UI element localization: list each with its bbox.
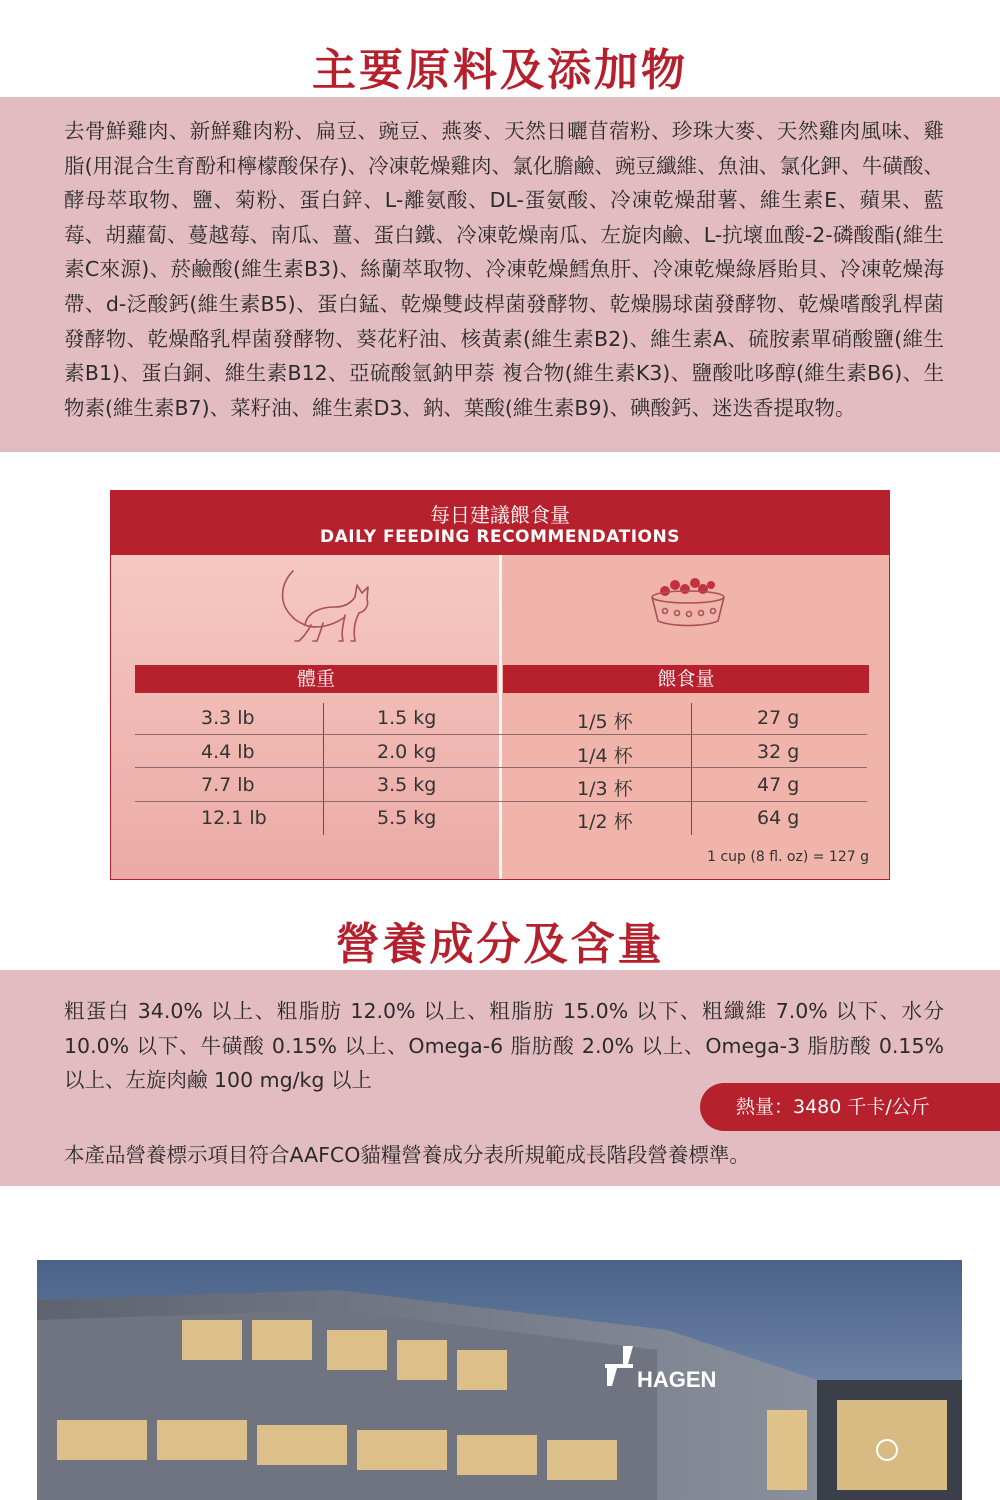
aafco-statement: 本產品營養標示項目符合AAFCO貓糧營養成分表所規範成長階段營養標準。 (64, 1143, 750, 1167)
amount-gram: 64 g (757, 807, 800, 829)
amount-gram: 47 g (757, 774, 800, 796)
weight-kg: 1.5 kg (377, 707, 437, 729)
ingredients-title: 主要原料及添加物 (312, 45, 688, 96)
weight-lb: 4.4 lb (201, 741, 255, 763)
amount-header: 餵食量 (503, 665, 869, 693)
weight-lb: 7.7 lb (201, 774, 255, 796)
amount-gram: 27 g (757, 707, 800, 729)
amount-cup: 1/2 杯 (577, 811, 633, 833)
food-bowl-icon (643, 571, 733, 631)
amount-gram: 32 g (757, 741, 800, 763)
cat-icon (271, 563, 381, 653)
cup-conversion-note: 1 cup (8 fl. oz) = 127 g (707, 849, 869, 865)
amount-cup: 1/4 杯 (577, 745, 633, 767)
amount-cup: 1/3 杯 (577, 778, 633, 800)
weight-kg: 5.5 kg (377, 807, 437, 829)
feeding-title-zh: 每日建議餵食量 (430, 503, 570, 527)
ingredients-text: 去骨鮮雞肉、新鮮雞肉粉、扁豆、豌豆、燕麥、天然日曬苜蓿粉、珍珠大麥、天然雞肉風味、雞脂(用混合生育酚和檸檬酸保存)、冷凍乾燥雞肉、氯化膽鹼、豌豆纖維、魚油、氯化鉀、牛磺酸、酵母萃取物、鹽、菊粉、蛋白鋅、L-離氨酸、DL-蛋氨酸、冷凍乾燥甜薯、維生素E、蘋果、藍莓、胡蘿蔔、蔓越莓、南瓜、薑、蛋白鐵、冷凍乾燥南瓜、左旋肉鹼、L-抗壞血酸-2-磷酸酯(維生素C來源)、菸鹼酸(維生素B3)、絲蘭萃取物、冷凍乾燥鱈魚肝、冷凍乾燥綠唇貽貝、冷凍乾燥海帶、d-泛酸鈣(維生素B5)、蛋白錳、乾燥雙歧桿菌發酵物、乾燥腸球菌發酵物、乾燥嗜酸乳桿菌發酵物、乾燥酪乳桿菌發酵物、葵花籽油、核黃素(維生素B2)、維生素A、硫胺素單硝酸鹽(維生素B1)、蛋白銅、維生素B12、亞硫酸氫鈉甲萘 複合物(維生素K3)、鹽酸吡哆醇(維生素B6)、生物素(維生素B7)、菜籽油、維生素D3、鈉、葉酸(維生素B9)、碘酸鈣、迷迭香提取物。 (64, 119, 944, 420)
weight-kg: 2.0 kg (377, 741, 437, 763)
amount-cup: 1/5 杯 (577, 711, 633, 733)
weight-kg: 3.5 kg (377, 774, 437, 796)
weight-lb: 3.3 lb (201, 707, 255, 729)
feeding-card-header (111, 491, 889, 555)
calorie-badge: 熱量：3480 千卡/公斤 (700, 1083, 1000, 1131)
weight-header: 體重 (135, 665, 497, 693)
feeding-title-en: DAILY FEEDING RECOMMENDATIONS (320, 527, 680, 547)
nutrition-title: 營養成分及含量 (335, 919, 665, 970)
feeding-card (110, 490, 890, 880)
hagen-sign: HAGEN (637, 1367, 717, 1392)
building-photo (37, 1260, 962, 1500)
nutrition-text: 粗蛋白 34.0% 以上、粗脂肪 12.0% 以上、粗脂肪 15.0% 以下、粗纖維 7.0% 以下、水分 10.0% 以下、牛磺酸 0.15% 以上、Omega-6 脂肪酸 2.0% 以上、Omega-3 脂肪酸 0.15% 以上、左旋肉鹼 100 mg/kg 以上 (64, 999, 944, 1093)
weight-lb: 12.1 lb (201, 807, 267, 829)
